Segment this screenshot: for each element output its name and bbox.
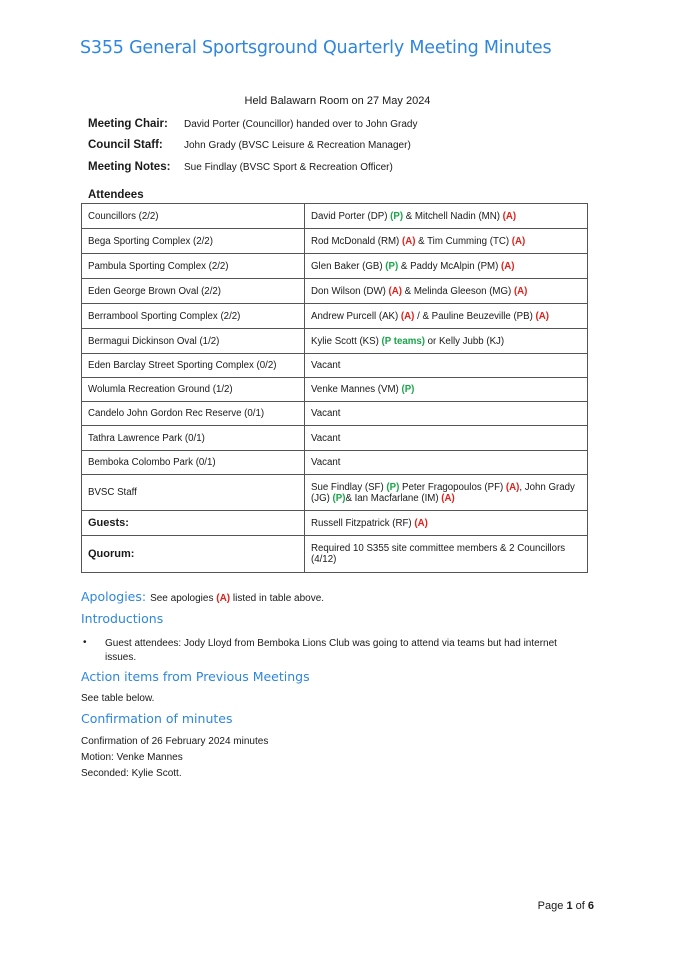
- attendee-name-text: Vacant: [311, 360, 341, 371]
- confirmation-motion: Motion: Venke Mannes: [81, 752, 183, 763]
- attendee-row: [82, 204, 588, 229]
- present-marker: (P): [401, 384, 415, 395]
- attendees-heading: Attendees: [88, 189, 144, 201]
- attendee-site: Pambula Sporting Complex (2/2): [82, 254, 305, 279]
- confirmation-seconded: Seconded: Kylie Scott.: [81, 768, 182, 779]
- confirmation-heading: Confirmation of minutes: [81, 711, 233, 726]
- absent-marker: (A): [414, 517, 428, 529]
- attendee-people: [305, 304, 588, 329]
- absent-marker: (A): [505, 481, 520, 493]
- attendee-people: [305, 402, 588, 426]
- attendee-row: [82, 229, 588, 254]
- attendee-site: BVSC Staff: [82, 475, 305, 511]
- attendee-name-text: & Mitchell Nadin (MN): [403, 210, 503, 222]
- attendee-row: [82, 402, 588, 426]
- introductions-bullet: Guest attendees: Jody Lloyd from Bemboka Lions Club was going to attend via teams but had internet issues.: [105, 638, 557, 663]
- attendee-row: [82, 511, 588, 536]
- attendee-people: [305, 354, 588, 378]
- absent-marker: (A): [441, 492, 455, 504]
- attendee-row: [82, 354, 588, 378]
- footer-total-pages: 6: [587, 900, 594, 912]
- action-items-heading: Action items from Previous Meetings: [81, 669, 310, 684]
- apologies-text-before: See apologies: [150, 593, 217, 604]
- council-staff-value: John Grady (BVSC Leisure & Recreation Manager): [184, 140, 411, 151]
- attendee-row: [82, 254, 588, 279]
- bullet-icon: •: [83, 637, 87, 648]
- attendee-row: [82, 426, 588, 451]
- attendee-site: Bega Sporting Complex (2/2): [82, 229, 305, 254]
- attendee-name-text: & Melinda Gleeson (MG): [401, 285, 514, 297]
- absent-marker: (A): [511, 235, 526, 247]
- footer-of-word: of: [575, 900, 585, 912]
- meeting-notes-value: Sue Findlay (BVSC Sport & Recreation Officer): [184, 162, 393, 173]
- attendee-name-text: & Ian Macfarlane (IM): [345, 492, 442, 504]
- present-marker: (P): [390, 210, 404, 222]
- absent-marker: (A): [535, 310, 549, 322]
- meeting-chair-row: [88, 118, 417, 130]
- attendee-name-text: Andrew Purcell (AK): [311, 310, 401, 322]
- confirmation-line: Confirmation of 26 February 2024 minutes: [81, 736, 269, 747]
- attendee-name-text: Vacant: [311, 432, 341, 444]
- attendee-people: [305, 378, 588, 402]
- attendee-people: [305, 279, 588, 304]
- attendee-row: [82, 378, 588, 402]
- attendee-people: [305, 426, 588, 451]
- attendee-name-text: Glen Baker (GB): [311, 260, 386, 272]
- attendee-people: [305, 204, 588, 229]
- attendee-site: Tathra Lawrence Park (0/1): [82, 426, 305, 451]
- council-staff-label: Council Staff:: [88, 139, 163, 151]
- attendee-site: Eden Barclay Street Sporting Complex (0/2): [82, 354, 305, 378]
- attendee-name-text: Rod McDonald (RM): [311, 235, 402, 247]
- absent-marker: (A): [502, 210, 517, 222]
- absent-marker: (A): [400, 310, 415, 322]
- meeting-notes-row: [88, 161, 393, 173]
- attendee-row: [82, 279, 588, 304]
- footer-page-word: Page: [537, 900, 564, 912]
- apologies-text-after: listed in table above.: [230, 593, 325, 604]
- attendee-row: [82, 451, 588, 475]
- attendee-name-text: Vacant: [311, 457, 341, 468]
- present-marker: (P teams): [381, 335, 425, 347]
- attendee-row: [82, 475, 588, 511]
- attendee-people: [305, 536, 588, 573]
- present-marker: (P): [332, 492, 346, 504]
- page-footer: [538, 900, 594, 912]
- attendee-name-text: Sue Findlay (SF): [311, 481, 387, 493]
- present-marker: (P): [385, 260, 399, 272]
- attendee-site: Eden George Brown Oval (2/2): [82, 279, 305, 304]
- attendee-name-text: & Paddy McAlpin (PM): [398, 260, 502, 272]
- attendee-name-text: Peter Fragopoulos (PF): [399, 481, 506, 493]
- attendee-people: [305, 451, 588, 475]
- action-items-text: See table below.: [81, 693, 155, 704]
- attendee-site: Bermagui Dickinson Oval (1/2): [82, 329, 305, 354]
- attendee-name-text: Required 10 S355 site committee members & 2 Councillors (4/12): [311, 543, 568, 565]
- meeting-location-date: Held Balawarn Room on 27 May 2024: [244, 95, 431, 107]
- attendee-name-text: & Tim Cumming (TC): [415, 235, 512, 247]
- introductions-heading: Introductions: [81, 611, 164, 626]
- attendee-name-text: Russell Fitzpatrick (RF): [311, 517, 415, 529]
- absent-marker: (A): [513, 285, 528, 297]
- attendee-site: Candelo John Gordon Rec Reserve (0/1): [82, 402, 305, 426]
- attendee-row: [82, 329, 588, 354]
- attendee-people: [305, 329, 588, 354]
- apologies-heading: Apologies:: [81, 589, 147, 604]
- attendee-name-text: , John Grady (JG): [311, 481, 578, 504]
- absent-marker: (A): [388, 285, 402, 297]
- meeting-chair-label: Meeting Chair:: [88, 118, 168, 130]
- attendee-site: Wolumla Recreation Ground (1/2): [82, 378, 305, 402]
- attendee-row: [82, 536, 588, 573]
- attendees-table: [81, 203, 588, 573]
- absent-marker: (A): [401, 235, 416, 247]
- page-title: S355 General Sportsground Quarterly Meeting Minutes: [80, 38, 552, 58]
- attendee-row: [82, 304, 588, 329]
- attendee-site: Guests:: [82, 511, 305, 536]
- attendee-people: [305, 511, 588, 536]
- attendee-site: Berrambool Sporting Complex (2/2): [82, 304, 305, 329]
- meeting-notes-label: Meeting Notes:: [88, 161, 171, 173]
- attendee-name-text: or Kelly Jubb (KJ): [424, 335, 505, 347]
- meeting-chair-value: David Porter (Councillor) handed over to John Grady: [184, 119, 418, 130]
- attendee-people: [305, 475, 588, 511]
- attendee-people: [305, 229, 588, 254]
- attendee-site: Councillors (2/2): [82, 204, 305, 229]
- attendee-site: Quorum:: [82, 536, 305, 573]
- absent-marker: (A): [501, 260, 515, 272]
- attendee-site: Bemboka Colombo Park (0/1): [82, 451, 305, 475]
- apologies-absent-marker: (A): [216, 593, 231, 604]
- attendee-name-text: David Porter (DP): [311, 210, 391, 222]
- attendee-name-text: Don Wilson (DW): [311, 285, 389, 297]
- footer-current-page: 1: [566, 900, 573, 912]
- attendee-name-text: Vacant: [311, 408, 341, 419]
- attendee-name-text: / & Pauline Beuzeville (PB): [414, 310, 536, 322]
- present-marker: (P): [386, 481, 400, 493]
- attendee-name-text: Kylie Scott (KS): [311, 335, 382, 347]
- attendee-people: [305, 254, 588, 279]
- attendee-name-text: Venke Mannes (VM): [311, 384, 402, 395]
- council-staff-row: [88, 139, 411, 151]
- apologies-row: [81, 589, 324, 604]
